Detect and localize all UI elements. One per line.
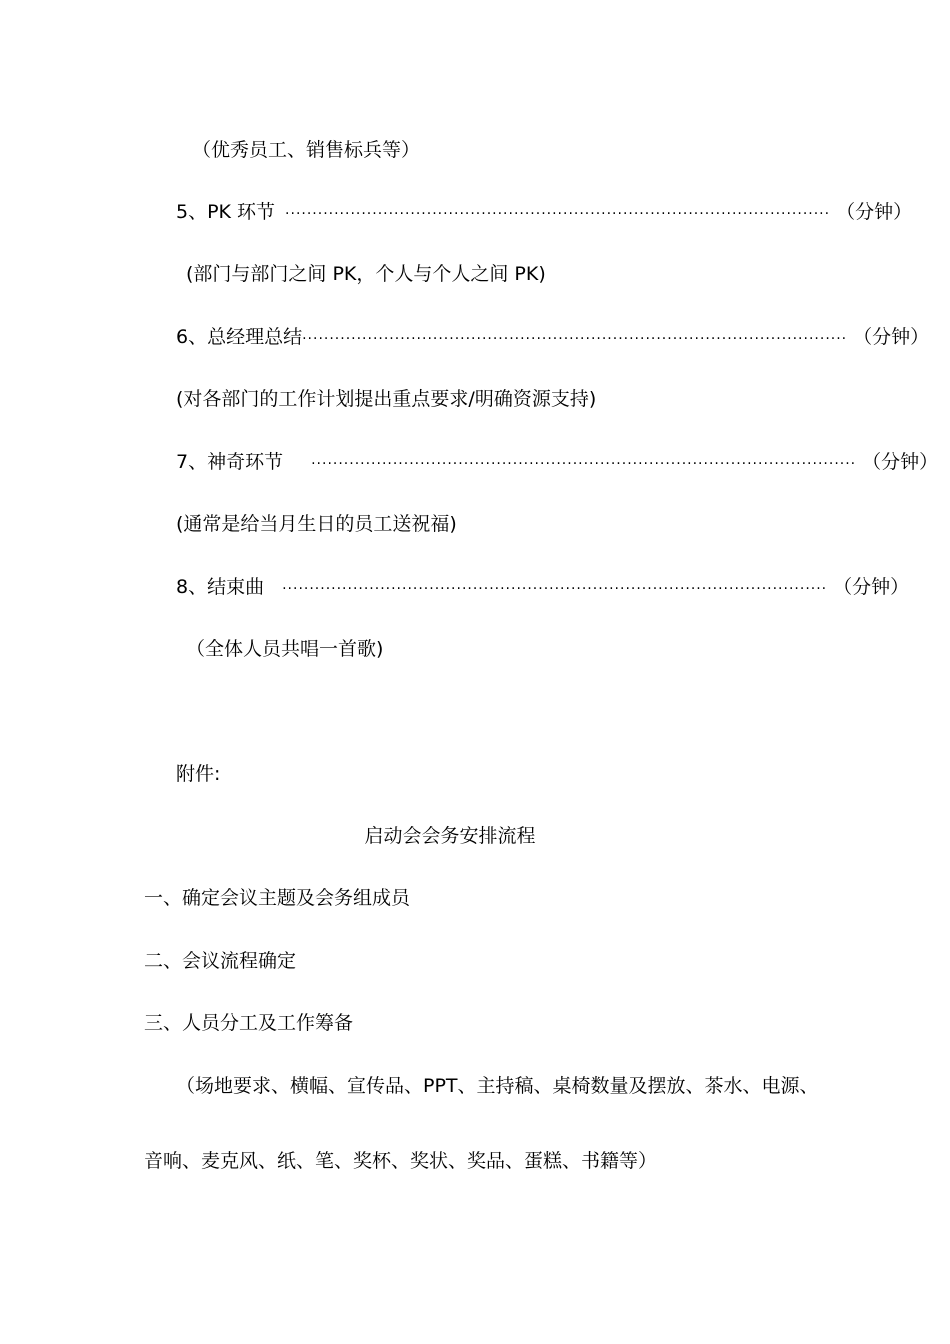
note-summary: (对各部门的工作计划提出重点要求/明确资源支持) — [176, 388, 597, 410]
note-closing: （全体人员共唱一首歌) — [186, 638, 384, 660]
note-magic: (通常是给当月生日的员工送祝福) — [176, 513, 457, 535]
step-2: 二、会议流程确定 — [144, 950, 297, 972]
dot-leader: ···································································································· — [285, 206, 831, 222]
note-pk: (部门与部门之间 PK，个人与个人之间 PK) — [186, 263, 546, 285]
agenda-item-unit: （分钟） — [833, 576, 910, 598]
agenda-item-summary — [176, 325, 930, 351]
step-3: 三、人员分工及工作筹备 — [144, 1012, 354, 1034]
agenda-item-unit: （分钟） — [862, 451, 939, 473]
dot-leader: ···································································································· — [311, 456, 857, 472]
note-awards: （优秀员工、销售标兵等） — [192, 139, 421, 161]
dot-leader: ···································································································· — [302, 331, 848, 347]
attachment-label: 附件: — [176, 763, 221, 785]
agenda-item-unit: （分钟） — [836, 201, 913, 223]
attachment-title: 启动会会务安排流程 — [364, 825, 536, 847]
agenda-item-label: 6、总经理总结 — [176, 326, 303, 348]
step-3-detail-line-1: （场地要求、横幅、宣传品、PPT、主持稿、桌椅数量及摆放、茶水、电源、 — [176, 1075, 819, 1097]
agenda-item-label: 5、PK 环节 — [176, 201, 276, 223]
agenda-item-pk — [176, 200, 913, 226]
agenda-item-magic — [176, 450, 939, 476]
step-1: 一、确定会议主题及会务组成员 — [144, 887, 411, 909]
dot-leader: ···································································································· — [282, 581, 828, 597]
step-3-detail-line-2: 音响、麦克风、纸、笔、奖杯、奖状、奖品、蛋糕、书籍等） — [144, 1150, 658, 1172]
agenda-item-label: 8、结束曲 — [176, 576, 265, 598]
agenda-item-unit: （分钟） — [853, 326, 930, 348]
agenda-item-label: 7、神奇环节 — [176, 451, 284, 473]
agenda-item-closing — [176, 575, 910, 601]
